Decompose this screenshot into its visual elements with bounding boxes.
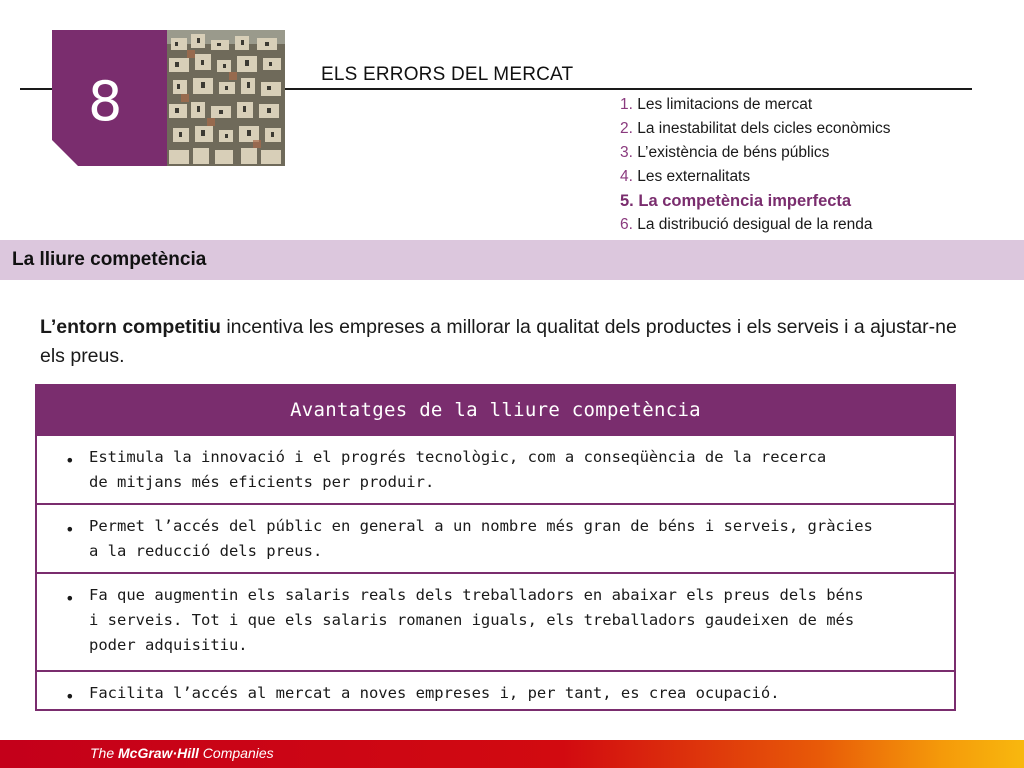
- chapter-number: 8: [88, 70, 123, 133]
- section-title: La lliure competència: [12, 249, 207, 270]
- advantages-table-title: Avantatges de la lliure competència: [37, 386, 954, 434]
- toc-item-label: Les limitacions de mercat: [637, 96, 813, 113]
- unit-title: ELS ERRORS DEL MERCAT: [321, 64, 574, 85]
- toc-item[interactable]: [620, 141, 891, 165]
- chapter-badge-corner: [52, 140, 78, 166]
- favela-photo: [167, 30, 285, 166]
- intro-bold-term: L’entorn competitiu: [40, 316, 221, 338]
- table-row: [37, 572, 954, 670]
- table-row: [37, 670, 954, 709]
- toc-item-number: 5.: [620, 192, 634, 210]
- toc-item-label: La distribució desigual de la renda: [637, 216, 873, 233]
- toc-item-number: 3.: [620, 144, 633, 161]
- section-band: [0, 240, 1024, 280]
- intro-paragraph: [40, 313, 970, 371]
- bullet-icon: •: [65, 451, 75, 470]
- advantage-text: Permet l’accés del públic en general a un nombre més gran de béns i serveis, gràcies a la reducció dels preus.: [89, 517, 873, 560]
- publisher-brand: McGraw·Hill: [118, 745, 199, 761]
- bullet-icon: •: [65, 589, 75, 608]
- publisher-prefix: The: [90, 745, 119, 761]
- intro-text: incentiva les empreses a millorar la qualitat dels productes i els serveis i a ajustar-ne els preus.: [40, 316, 957, 367]
- table-of-contents: [620, 93, 891, 237]
- publisher-suffix: Companies: [198, 745, 274, 761]
- table-row: [37, 434, 954, 503]
- advantage-text: Facilita l’accés al mercat a noves empreses i, per tant, es crea ocupació.: [89, 684, 780, 702]
- toc-item-number: 2.: [620, 120, 633, 137]
- bullet-icon: •: [65, 520, 75, 539]
- toc-item[interactable]: [620, 93, 891, 117]
- toc-item[interactable]: [620, 117, 891, 141]
- toc-item-label: La inestabilitat dels cicles econòmics: [637, 120, 891, 137]
- toc-item[interactable]: [620, 165, 891, 189]
- favela-photo-illustration: [167, 30, 285, 166]
- advantages-table: [35, 384, 956, 711]
- advantage-text: Fa que augmentin els salaris reals dels treballadors en abaixar els preus dels béns i serveis. Tot i que els salaris romanen iguals, els treballadors gaudeixen de més poder adquisitiu.: [89, 586, 864, 654]
- toc-item-label: L’existència de béns públics: [637, 144, 830, 161]
- toc-item-active[interactable]: [620, 189, 891, 213]
- toc-item-number: 1.: [620, 96, 633, 113]
- toc-item[interactable]: [620, 213, 891, 237]
- table-row: [37, 503, 954, 572]
- toc-item-label: Les externalitats: [637, 168, 751, 185]
- publisher-logo: [90, 745, 274, 761]
- footer-bar: [0, 740, 1024, 768]
- advantage-text: Estimula la innovació i el progrés tecnològic, com a conseqüència de la recerca de mitjans més eficients per produir.: [89, 448, 827, 491]
- toc-item-label: La competència imperfecta: [638, 192, 852, 210]
- bullet-icon: •: [65, 687, 75, 706]
- toc-item-number: 4.: [620, 168, 633, 185]
- toc-item-number: 6.: [620, 216, 633, 233]
